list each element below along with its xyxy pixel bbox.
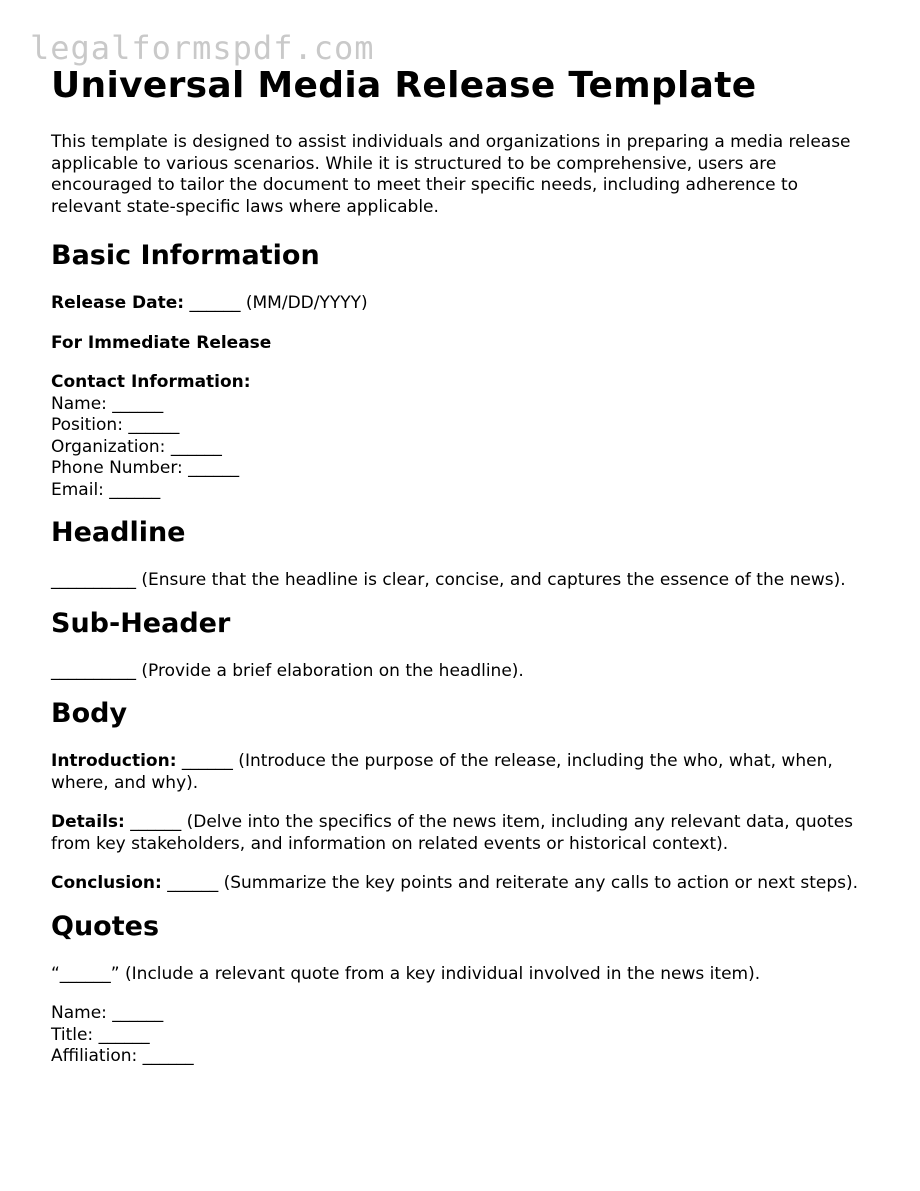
contact-organization-field: Organization: ______ <box>51 436 222 457</box>
quote-text: “______” (Include a relevant quote from a key individual involved in the news item). <box>51 963 761 984</box>
details-text: ______ (Delve into the specifics of the news item, including any relevant data, quotes from key stakeholders, and information on related events or historical context). <box>51 812 854 854</box>
release-date-value: ______ (MM/DD/YYYY) <box>184 293 368 313</box>
contact-label: Contact Information: <box>51 372 251 392</box>
quote-affiliation-field: Affiliation: ______ <box>51 1046 194 1066</box>
body-conclusion <box>51 873 866 895</box>
quote-name-field: Name: ______ <box>51 1003 164 1023</box>
details-label: Details: <box>51 812 125 832</box>
contact-email-field: Email: ______ <box>51 479 161 500</box>
release-date-label: Release Date: <box>51 293 185 313</box>
intro-paragraph: This template is designed to assist individuals and organizations in preparing a media release applicable to various scenarios. While it is structured to be comprehensive, users are encouraged to tailor the document to meet their specific needs, including adherence to relevant state-specific laws where applicable. <box>51 132 851 217</box>
subheader-heading: Sub-Header <box>51 607 231 639</box>
quote-title-field: Title: ______ <box>51 1024 150 1045</box>
contact-phone-field: Phone Number: ______ <box>51 458 240 478</box>
quotes-heading: Quotes <box>51 910 160 942</box>
contact-label-line <box>51 372 866 394</box>
subheader-text: __________ (Provide a brief elaboration on the headline). <box>51 660 524 681</box>
headline-heading: Headline <box>51 517 186 548</box>
conclusion-text: ______ (Summarize the key points and reiterate any calls to action or next steps). <box>161 873 859 893</box>
immediate-release-line <box>51 333 866 355</box>
immediate-release-label: For Immediate Release <box>51 332 272 353</box>
body-introduction <box>51 751 866 794</box>
document-page <box>51 62 866 1068</box>
headline-text: __________ (Ensure that the headline is clear, concise, and captures the essence of the news). <box>51 570 846 590</box>
basic-info-heading: Basic Information <box>51 240 320 271</box>
conclusion-label: Conclusion: <box>51 873 162 893</box>
contact-block <box>51 372 866 501</box>
watermark: legalformspdf.com <box>30 29 375 67</box>
release-date-line <box>51 293 866 315</box>
page-title: Universal Media Release Template <box>51 65 757 106</box>
body-details <box>51 812 866 855</box>
quote-attribution <box>51 1003 866 1068</box>
contact-position-field: Position: ______ <box>51 415 180 435</box>
body-heading: Body <box>51 698 128 729</box>
introduction-label: Introduction: <box>51 751 177 771</box>
contact-name-field: Name: ______ <box>51 393 164 414</box>
introduction-text: ______ (Introduce the purpose of the release, including the who, what, when, where, and why). <box>51 751 833 793</box>
